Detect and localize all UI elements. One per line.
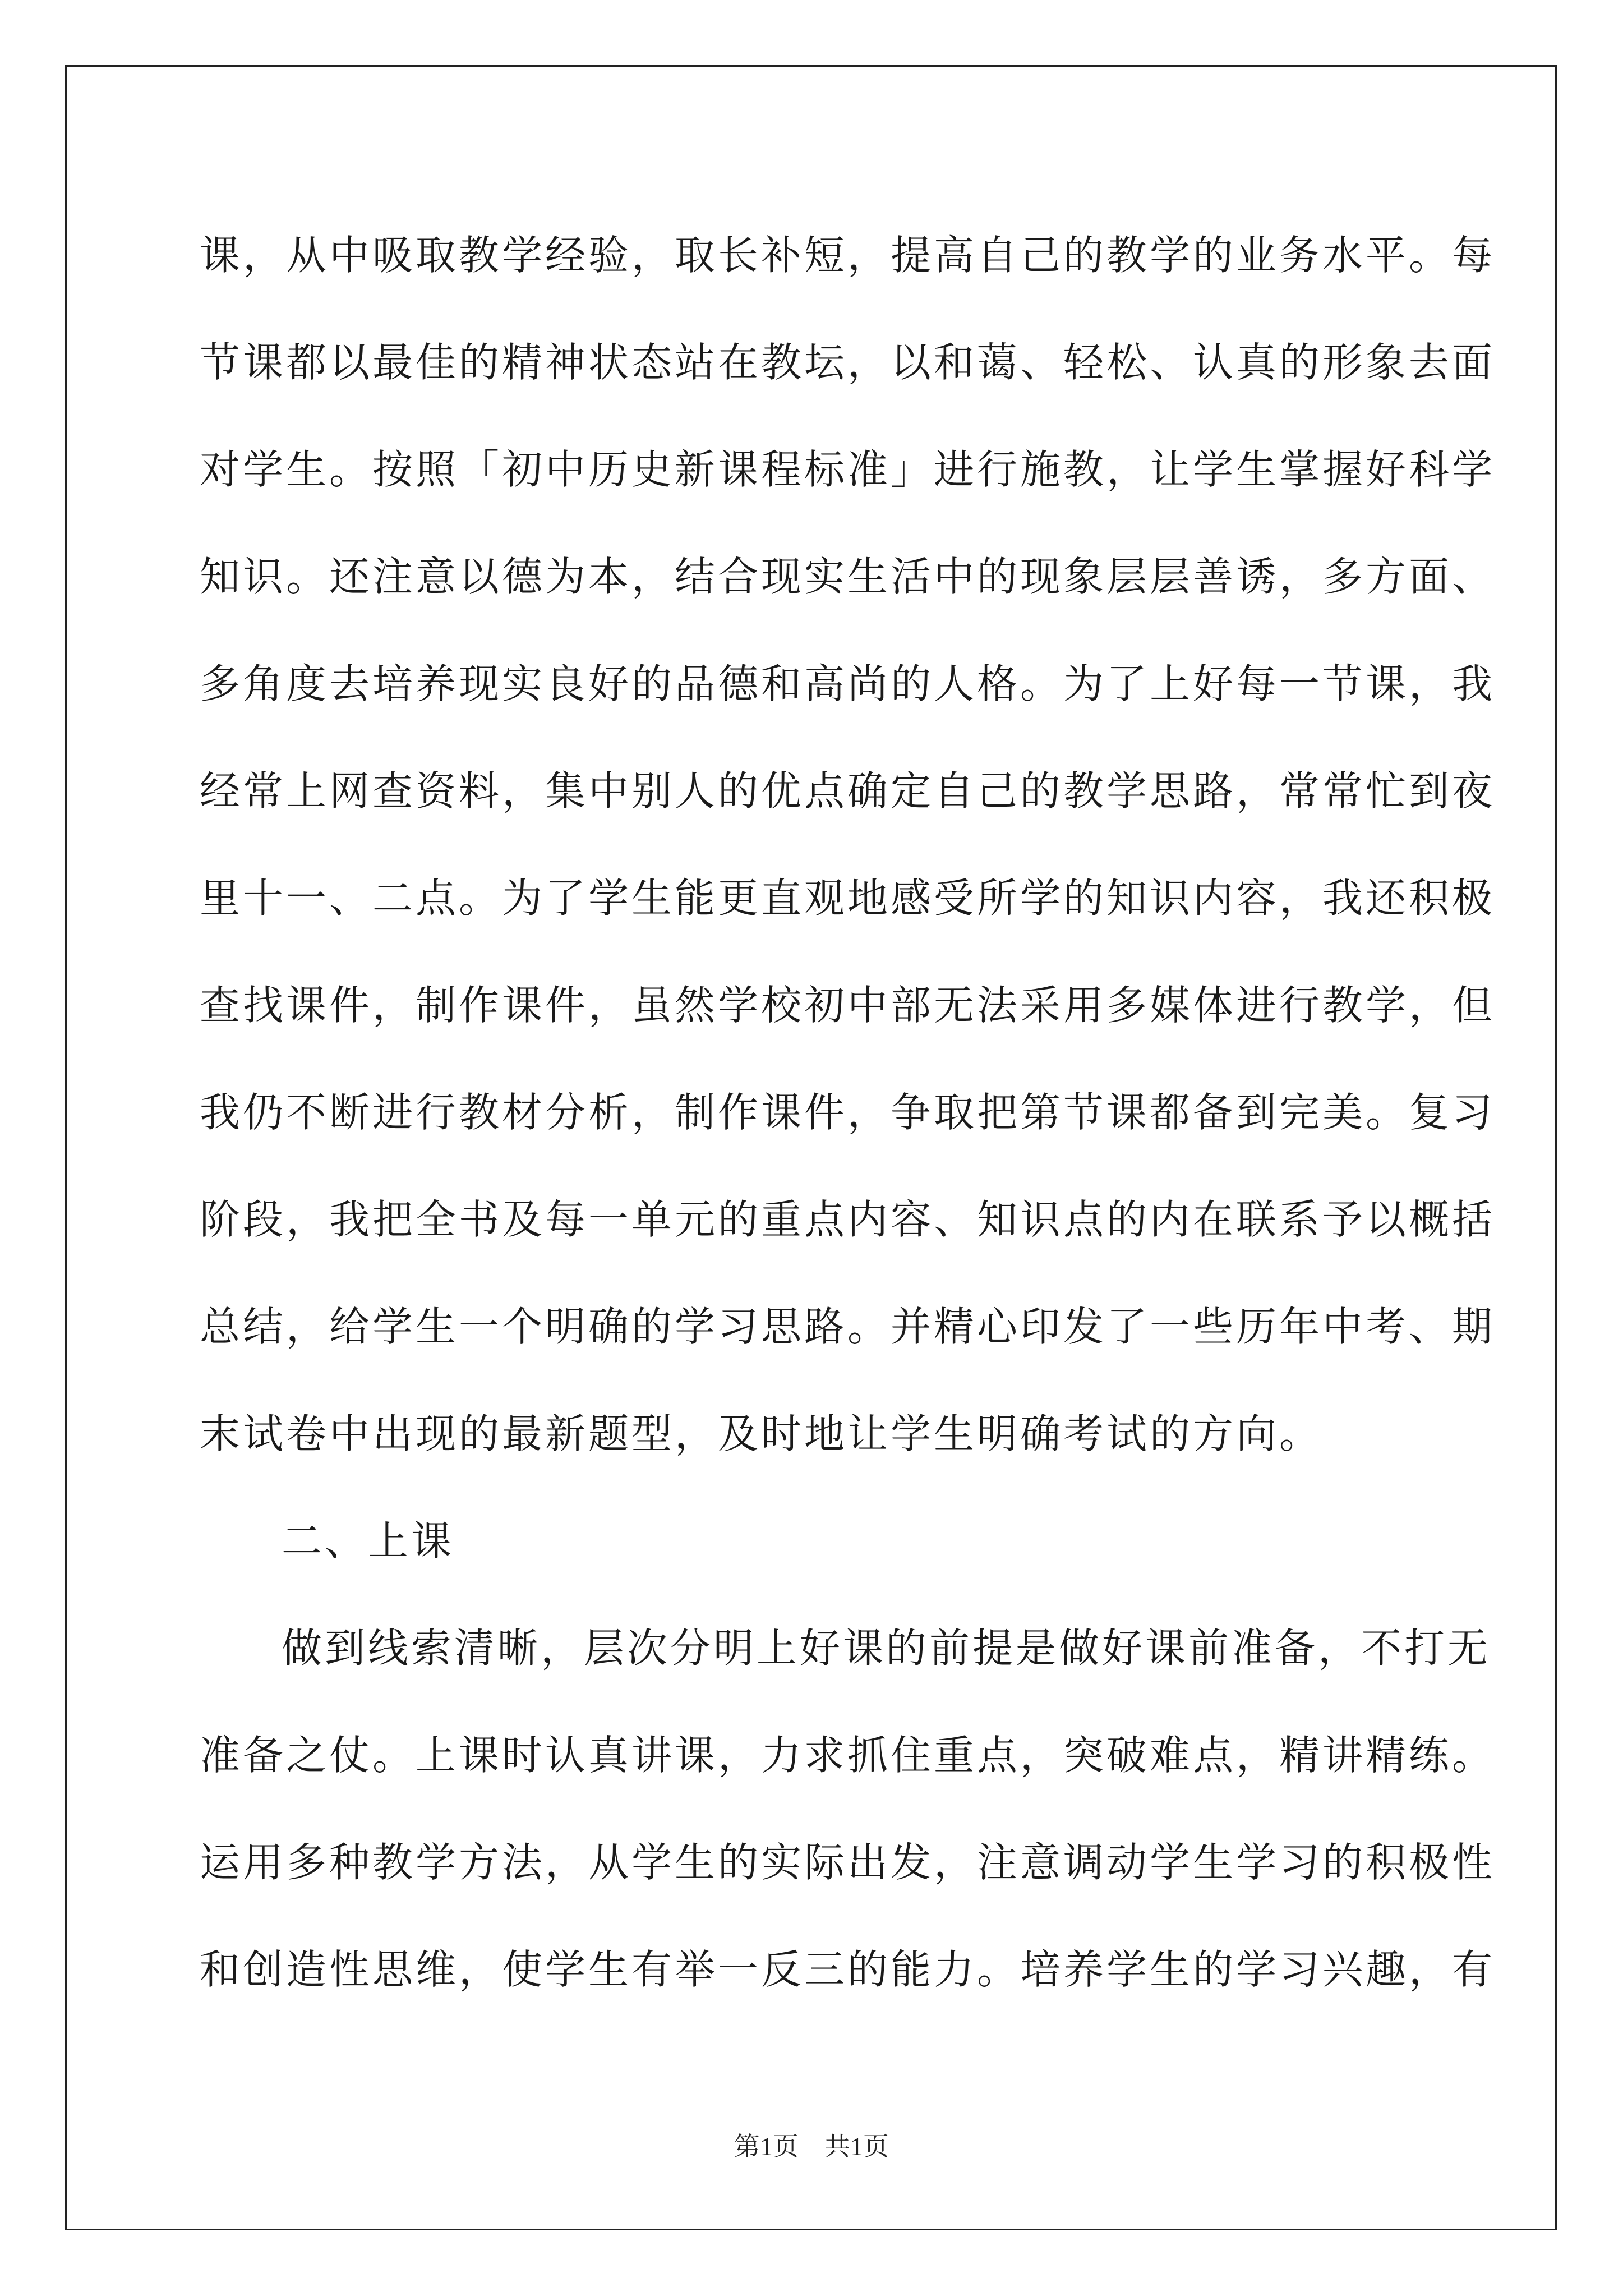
text-line: 总结，给学生一个明确的学习思路。并精心印发了一些历年中考、期 — [200, 1303, 1496, 1350]
text-line: 课，从中吸取教学经验，取长补短，提高自己的教学的业务水平。每 — [200, 232, 1496, 279]
text-line: 末试卷中出现的最新题型，及时地让学生明确考试的方向。 — [200, 1410, 1323, 1457]
page-number-footer: 第1页 共1页 — [734, 2132, 889, 2161]
text-line: 准备之仗。上课时认真讲课，力求抓住重点，突破难点，精讲精练。 — [200, 1732, 1496, 1779]
text-line: 节课都以最佳的精神状态站在教坛，以和蔼、轻松、认真的形象去面 — [200, 339, 1496, 386]
text-line: 我仍不断进行教材分析，制作课件，争取把第节课都备到完美。复习 — [200, 1089, 1496, 1136]
paragraph-first-line: 做到线索清晰，层次分明上好课的前提是做好课前准备，不打无 — [282, 1625, 1491, 1672]
text-line: 知识。还注意以德为本，结合现实生活中的现象层层善诱，多方面、 — [200, 553, 1496, 600]
document-body — [200, 202, 1496, 2023]
text-line: 运用多种教学方法，从学生的实际出发，注意调动学生学习的积极性 — [200, 1839, 1496, 1886]
text-line: 多角度去培养现实良好的品德和高尚的人格。为了上好每一节课，我 — [200, 660, 1496, 707]
text-line: 查找课件，制作课件，虽然学校初中部无法采用多媒体进行教学，但 — [200, 982, 1496, 1029]
text-line: 经常上网查资料，集中别人的优点确定自己的教学思路，常常忙到夜 — [200, 767, 1496, 815]
text-line: 里十一、二点。为了学生能更直观地感受所学的知识内容，我还积极 — [200, 875, 1496, 922]
text-line: 阶段，我把全书及每一单元的重点内容、知识点的内在联系予以概括 — [200, 1196, 1496, 1243]
section-heading: 二、上课 — [282, 1517, 455, 1565]
text-line: 对学生。按照「初中历史新课程标准」进行施教，让学生掌握好科学 — [200, 446, 1496, 493]
text-line: 和创造性思维，使学生有举一反三的能力。培养学生的学习兴趣，有 — [200, 1946, 1496, 1993]
